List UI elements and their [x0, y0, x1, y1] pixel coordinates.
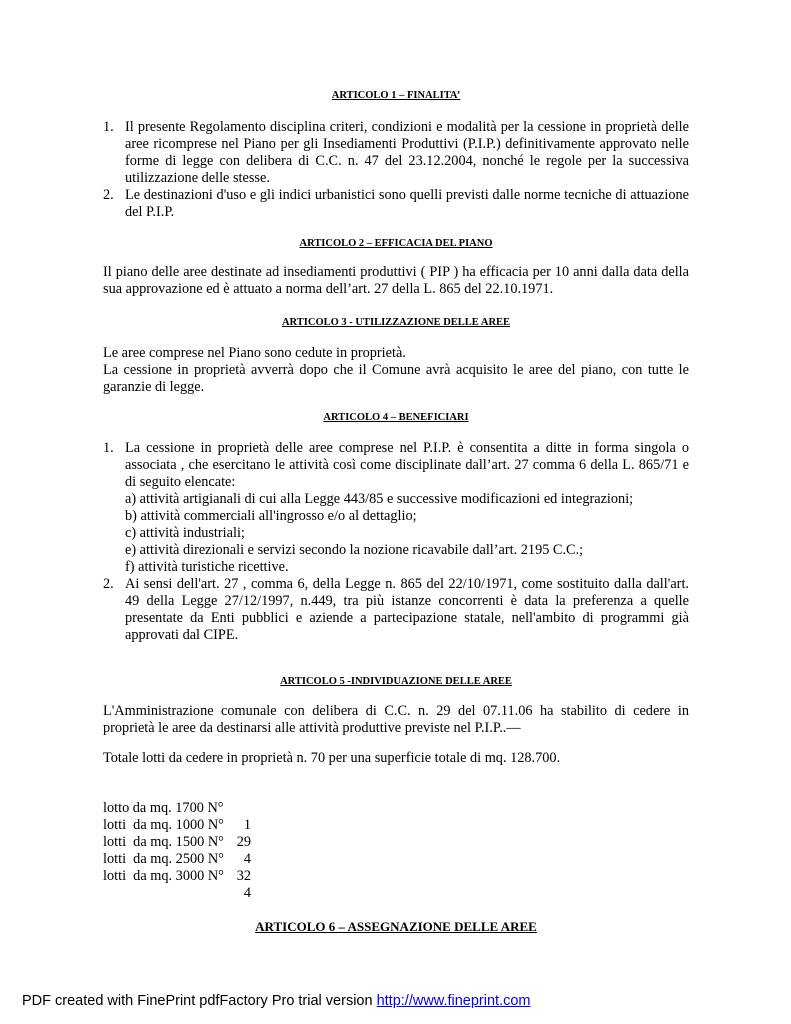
pdf-footer	[22, 993, 531, 1010]
footer-text: PDF created with FinePrint pdfFactory Pro trial version	[22, 993, 377, 1009]
lot-label: lotti da mq. 2500 N°	[103, 851, 224, 867]
sub-item-c: c) attività industriali;	[125, 525, 245, 541]
list-number: 1.	[103, 440, 114, 456]
article-4-item-2	[103, 576, 689, 644]
sub-item-b: b) attività commerciali all'ingrosso e/o al dettaglio;	[125, 508, 417, 524]
article-4-title: ARTICOLO 4 – BENEFICIARI	[323, 412, 469, 423]
article-5-text-1: L'Amministrazione comunale con delibera di C.C. n. 29 del 07.11.06 ha stabilito di cedere in proprietà le aree da destinarsi alle attività produttive previste nel P.I.P..—	[103, 703, 689, 736]
article-1-list	[103, 119, 689, 221]
article-3-line-1: Le aree comprese nel Piano sono cedute in proprietà.	[103, 345, 406, 361]
article-3-line-2: La cessione in proprietà avverrà dopo che il Comune avrà acquisito le aree del piano, con tutte le garanzie di legge.	[103, 362, 689, 395]
lots-list	[103, 783, 403, 901]
list-text: Le destinazioni d'uso e gli indici urbanistici sono quelli previsti dalle norme tecniche di attuazione del P.I.P.	[125, 187, 689, 220]
sub-item-a: a) attività artigianali di cui alla Legge 443/85 e successive modificazioni ed integrazioni;	[125, 491, 634, 507]
article-2-title: ARTICOLO 2 – EFFICACIA DEL PIANO	[299, 238, 493, 249]
lot-count: 4	[243, 851, 251, 867]
lot-count: 4	[243, 885, 251, 901]
lot-count: 32	[236, 868, 251, 884]
article-2-text: Il piano delle aree destinate ad insediamenti produttivi ( PIP ) ha efficacia per 10 anni dalla data della sua approvazione ed è attuato a norma dell’art. 27 della L. 865 del 22.10.1971.	[103, 264, 689, 297]
article-4-list	[103, 440, 689, 644]
article-5-title: ARTICOLO 5 -INDIVIDUAZIONE DELLE AREE	[280, 676, 512, 687]
article-1-title: ARTICOLO 1 – FINALITA’	[331, 90, 461, 101]
list-number: 2.	[103, 576, 114, 592]
lot-count: 1	[243, 817, 251, 833]
article-6-title: ARTICOLO 6 – ASSEGNAZIONE DELLE AREE	[255, 919, 537, 934]
list-number: 1.	[103, 119, 114, 135]
list-number: 2.	[103, 187, 114, 203]
footer-link[interactable]: http://www.fineprint.com	[376, 993, 531, 1009]
lot-label: lotti da mq. 1500 N°	[103, 834, 224, 850]
article-5-text-2: Totale lotti da cedere in proprietà n. 70 per una superficie totale di mq. 128.700.	[103, 750, 561, 766]
sub-item-e: e) attività direzionali e servizi secondo la nozione ricavabile dall’art. 2195 C.C.;	[125, 542, 584, 558]
article-1-item-2	[103, 187, 689, 221]
article-3-title: ARTICOLO 3 - UTILIZZAZIONE DELLE AREE	[281, 317, 511, 328]
list-text: Il presente Regolamento disciplina criteri, condizioni e modalità per la cessione in proprietà delle aree ricomprese nel Piano per gli Insediamenti Produttivi (P.I.P.) definitivamente approvato nelle forme di legge con delibera di C.C. n. 47 del 23.12.2004, nonché le regole per la successiva utilizzazione delle stesse.	[125, 119, 689, 186]
lot-label: lotti da mq. 1000 N°	[103, 817, 224, 833]
article-1-item-1	[103, 119, 689, 187]
list-text: Ai sensi dell'art. 27 , comma 6, della Legge n. 865 del 22/10/1971, come sostituito dalla dall'art. 49 della Legge 27/12/1997, n.449, tra più istanze concorrenti è data la preferenza a quelle presentate da Enti pubblici e aziende a partecipazione statale, nell'ambito di programmi già approvati dal CIPE.	[125, 576, 689, 643]
article-3-body	[103, 345, 689, 396]
lot-count: 29	[236, 834, 251, 850]
article-4-item-1	[103, 440, 689, 576]
lot-label: lotto da mq. 1700 N°	[103, 800, 224, 816]
list-text: La cessione in proprietà delle aree comprese nel P.I.P. è consentita a ditte in forma singola o associata , che esercitano le attività così come disciplinate dall’art. 27 comma 6 della L. 865/71 e di seguito elencate:	[125, 440, 689, 490]
sub-item-f: f) attività turistiche ricettive.	[125, 559, 289, 575]
lot-label: lotti da mq. 3000 N°	[103, 868, 224, 884]
